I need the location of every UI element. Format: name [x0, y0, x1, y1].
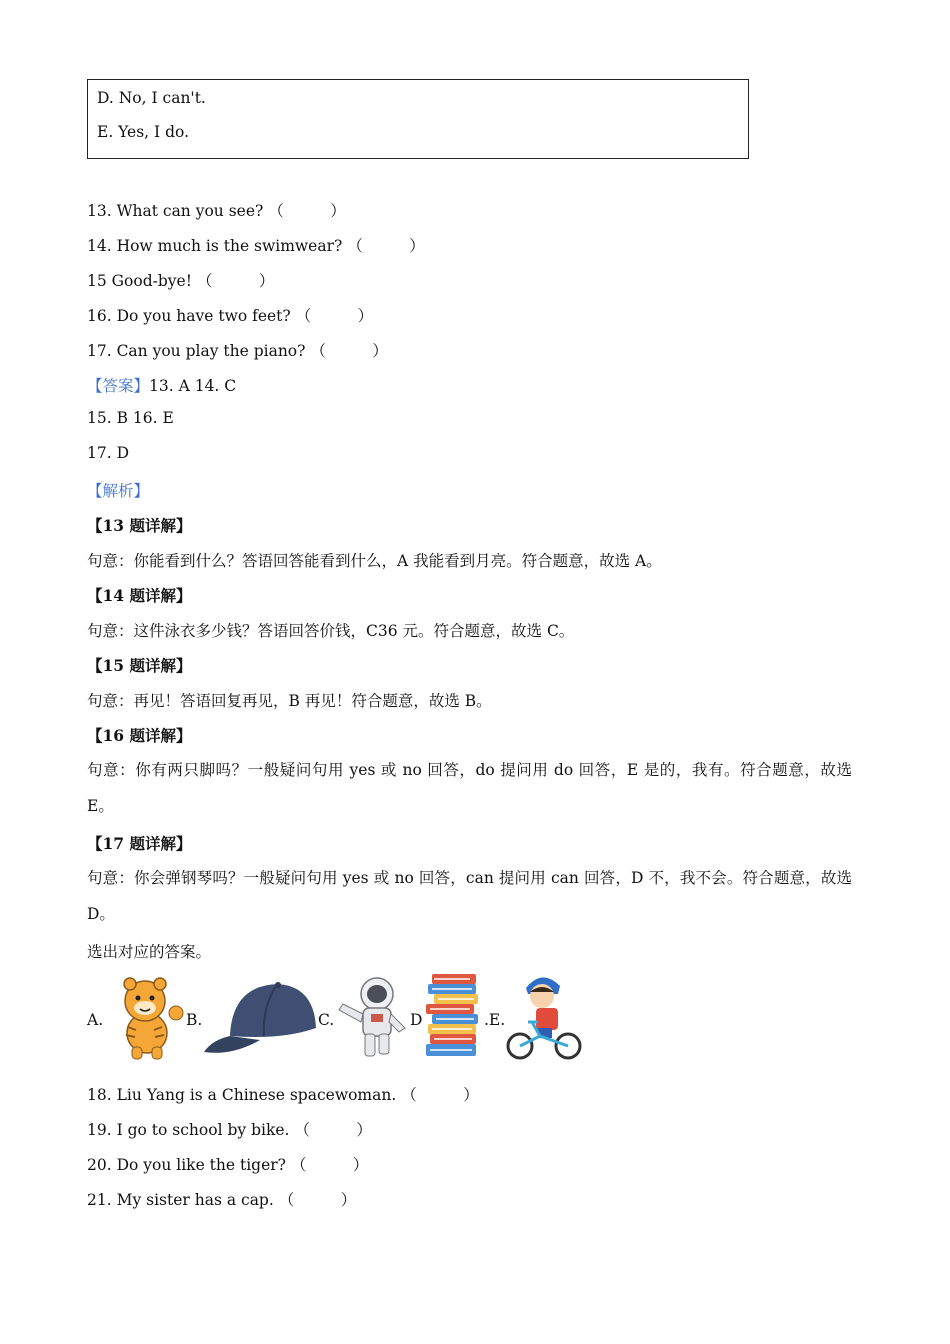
answer-tag: 【答案】	[87, 377, 150, 395]
books-image	[424, 972, 484, 1062]
detail-13-text: 句意：你能看到什么？答语回答能看到什么，A 我能看到月亮。符合题意，故选 A。	[87, 552, 662, 570]
analysis-tag: 【解析】	[87, 482, 150, 500]
detail-14-text: 句意：这件泳衣多少钱？答语回答价钱，C36 元。符合题意，故选 C。	[87, 622, 575, 640]
options-box	[87, 79, 749, 159]
detail-16-head: 【16 题详解】	[87, 726, 192, 745]
tiger-image	[110, 975, 185, 1060]
question-20: 20. Do you like the tiger? （ ）	[87, 1156, 369, 1174]
detail-15-head: 【15 题详解】	[87, 656, 192, 675]
label-c: C.	[318, 1011, 335, 1029]
question-16: 16. Do you have two feet? （ ）	[87, 307, 374, 325]
detail-17-text: 句意：你会弹钢琴吗？一般疑问句用 yes 或 no 回答，can 提问用 can 回答，D 不，我不会。符合题意，故选 D。	[87, 869, 852, 923]
option-d: D. No, I can't.	[97, 89, 206, 107]
label-a: A.	[87, 1011, 104, 1029]
question-14: 14. How much is the swimwear? （ ）	[87, 237, 425, 255]
detail-13-head: 【13 题详解】	[87, 516, 192, 535]
detail-17-head: 【17 题详解】	[87, 834, 192, 853]
boy-on-bike-image	[502, 970, 584, 1062]
detail-15-text: 句意：再见！答语回复再见，B 再见！符合题意，故选 B。	[87, 692, 492, 710]
question-15: 15 Good-bye! （ ）	[87, 272, 275, 290]
answer-line-2: 15. B 16. E	[87, 409, 174, 427]
question-19: 19. I go to school by bike. （ ）	[87, 1121, 372, 1139]
label-e: .E.	[484, 1011, 506, 1029]
question-17: 17. Can you play the piano? （ ）	[87, 342, 388, 360]
option-e: E. Yes, I do.	[97, 123, 189, 141]
question-18: 18. Liu Yang is a Chinese spacewoman. （ ）	[87, 1086, 479, 1104]
cap-image	[202, 978, 320, 1060]
astronaut-image	[335, 974, 413, 1062]
answer-line-3: 17. D	[87, 444, 130, 462]
question-21: 21. My sister has a cap. （ ）	[87, 1191, 357, 1209]
detail-16-text: 句意：你有两只脚吗？一般疑问句用 yes 或 no 回答，do 提问用 do 回答，E 是的，我有。符合题意，故选 E。	[87, 761, 852, 815]
label-b: B.	[186, 1011, 203, 1029]
label-d: D	[410, 1011, 423, 1029]
instruction: 选出对应的答案。	[87, 943, 212, 961]
answer-values-1: 13. A 14. C	[149, 377, 237, 395]
detail-14-head: 【14 题详解】	[87, 586, 192, 605]
answer-line-1	[87, 374, 236, 396]
question-13: 13. What can you see? （ ）	[87, 202, 346, 220]
